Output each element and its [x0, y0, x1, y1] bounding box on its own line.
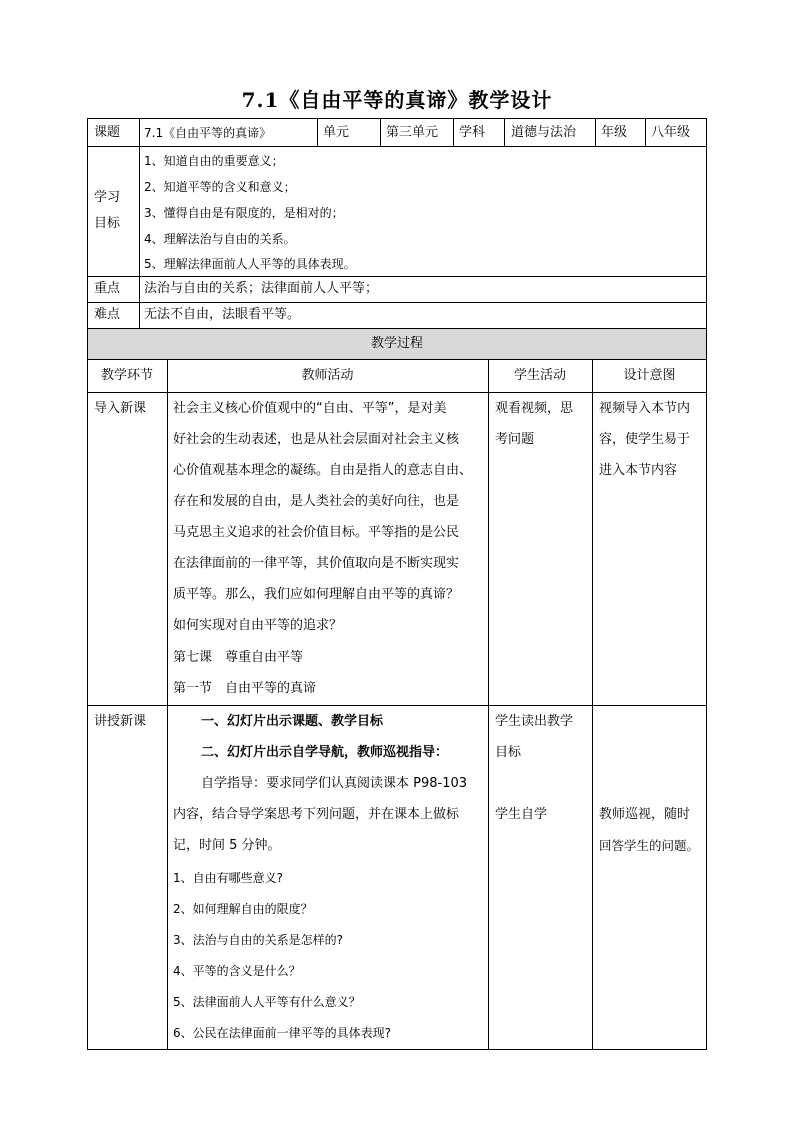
intro-teacher-line: 好社会的生动表述，也是从社会层面对社会主义核 — [173, 432, 460, 447]
intro-teacher-line: 第七课 尊重自由平等 — [173, 650, 304, 665]
intro-teacher-line: 第一节 自由平等的真谛 — [173, 681, 317, 696]
difficulty-value: 无法不自由，法眼看平等。 — [144, 307, 301, 322]
key-point-label: 重点 — [94, 281, 121, 296]
lecture-question: 3、法治与自由的关系是怎样的? — [173, 933, 344, 947]
key-point-value: 法治与自由的关系；法律面前人人平等； — [144, 281, 379, 296]
unit-label: 单元 — [323, 125, 350, 140]
goals-label-line2: 目标 — [94, 216, 121, 231]
lecture-heading: 二、幻灯片出示自学导航，教师巡视指导： — [201, 745, 449, 760]
intro-teacher-line: 心价值观基本理念的凝练。自由是指人的意志自由、 — [173, 463, 473, 478]
difficulty-label: 难点 — [94, 307, 121, 322]
intro-intent-line: 容，使学生易于 — [599, 432, 691, 447]
lecture-intent-line: 教师巡视，随时 — [599, 807, 691, 822]
goals-label-line1: 学习 — [94, 190, 121, 205]
process-header: 教学过程 — [370, 336, 423, 351]
goal-item: 1、知道自由的重要意义； — [144, 154, 284, 168]
lecture-stage: 讲授新课 — [94, 714, 147, 729]
intro-teacher-line: 社会主义核心价值观中的“自由、平等”，是对美 — [173, 401, 447, 416]
lecture-guide-line: 内容，结合导学案思考下列问题，并在课本上做标 — [173, 807, 460, 822]
goal-item: 2、知道平等的含义和意义； — [144, 180, 296, 194]
intro-intent-line: 进入本节内容 — [599, 463, 678, 478]
intro-teacher-line: 质平等。那么，我们应如何理解自由平等的真谛？ — [173, 587, 460, 602]
lecture-question: 6、公民在法律面前一律平等的具体表现? — [173, 1026, 392, 1040]
intro-teacher-line: 存在和发展的自由，是人类社会的美好向往，也是 — [173, 494, 460, 509]
goal-item: 4、理解法治与自由的关系。 — [144, 232, 296, 246]
page-title: 7.1《自由平等的真谛》教学设计 — [241, 88, 553, 112]
lecture-heading: 一、幻灯片出示课题、教学目标 — [201, 714, 384, 729]
lecture-question: 5、法律面前人人平等有什么意义？ — [173, 995, 361, 1009]
grade-value: 八年级 — [651, 125, 691, 140]
column-intent: 设计意图 — [623, 368, 676, 383]
intro-intent-line: 视频导入本节内 — [599, 401, 691, 416]
intro-teacher-line: 如何实现对自由平等的追求？ — [173, 618, 343, 633]
topic-value: 7.1《自由平等的真谛》 — [144, 126, 272, 140]
lecture-student-line: 学生自学 — [495, 807, 548, 822]
subject-label: 学科 — [459, 125, 486, 140]
unit-value: 第三单元 — [386, 125, 439, 140]
subject-value: 道德与法治 — [511, 125, 577, 140]
topic-label: 课题 — [94, 125, 121, 140]
intro-teacher-line: 在法律面前的一律平等，其价值取向是不断实现实 — [173, 556, 460, 571]
lesson-plan-table — [87, 118, 707, 1050]
lecture-question: 4、平等的含义是什么？ — [173, 964, 301, 978]
column-teacher: 教师活动 — [301, 368, 354, 383]
goal-item: 5、理解法律面前人人平等的具体表现。 — [144, 257, 356, 271]
lecture-intent-line: 回答学生的问题。 — [599, 838, 700, 853]
intro-stage: 导入新课 — [94, 401, 147, 416]
column-student: 学生活动 — [513, 368, 566, 383]
intro-student-line: 考问题 — [495, 432, 535, 447]
lecture-guide-line: 记，时间 5 分钟。 — [173, 838, 281, 853]
lecture-student-line: 学生读出教学 — [495, 714, 574, 729]
lecture-student-line: 目标 — [495, 745, 522, 760]
column-stage: 教学环节 — [100, 368, 153, 383]
lecture-guide-line: 自学指导：要求同学们认真阅读课本 P98-103 — [201, 776, 468, 791]
grade-label: 年级 — [601, 125, 628, 140]
intro-teacher-line: 马克思主义追求的社会价值目标。平等指的是公民 — [173, 525, 460, 540]
goal-item: 3、懂得自由是有限度的，是相对的； — [144, 206, 344, 220]
intro-student-line: 观看视频，思 — [495, 401, 574, 416]
lecture-question: 2、如何理解自由的限度？ — [173, 902, 313, 916]
lecture-question: 1、自由有哪些意义? — [173, 871, 284, 885]
